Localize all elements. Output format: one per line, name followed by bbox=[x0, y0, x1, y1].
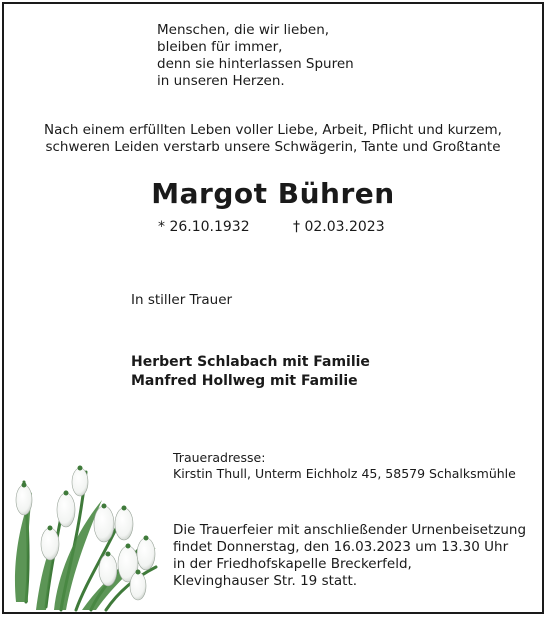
funeral-line: Die Trauerfeier mit anschließender Urnenbeisetzung bbox=[173, 522, 527, 538]
funeral-line: in der Friedhofskapelle Breckerfeld, bbox=[173, 556, 412, 572]
family-name: Herbert Schlabach mit Familie bbox=[131, 354, 370, 370]
mourning-label: In stiller Trauer bbox=[131, 292, 233, 308]
intro-line: schweren Leiden verstarb unsere Schwägerin, Tante und Großtante bbox=[45, 139, 501, 155]
birth-date: * 26.10.1932 bbox=[158, 219, 250, 235]
mourning-families bbox=[131, 353, 370, 391]
poem-line: Menschen, die wir lieben, bbox=[157, 22, 330, 38]
poem-line: denn sie hinterlassen Spuren bbox=[157, 56, 354, 72]
funeral-line: Klevinghauser Str. 19 statt. bbox=[173, 573, 358, 589]
funeral-info bbox=[173, 522, 526, 590]
intro-line: Nach einem erfüllten Leben voller Liebe, Arbeit, Pflicht und kurzem, bbox=[44, 122, 502, 138]
poem-line: in unseren Herzen. bbox=[157, 73, 285, 89]
address-value: Kirstin Thull, Unterm Eichholz 45, 58579 Schalksmühle bbox=[173, 466, 516, 481]
poem-line: bleiben für immer, bbox=[157, 39, 283, 55]
family-name: Manfred Hollweg mit Familie bbox=[131, 373, 358, 389]
address-label: Traueradresse: bbox=[173, 450, 266, 465]
poem bbox=[157, 22, 354, 90]
mourning-address bbox=[173, 450, 516, 482]
death-date: † 02.03.2023 bbox=[293, 219, 385, 235]
deceased-name: Margot Bühren bbox=[151, 177, 395, 210]
funeral-line: findet Donnerstag, den 16.03.2023 um 13.30 Uhr bbox=[173, 539, 509, 555]
snowdrop-flowers-icon bbox=[6, 452, 168, 612]
intro-text bbox=[0, 122, 546, 156]
